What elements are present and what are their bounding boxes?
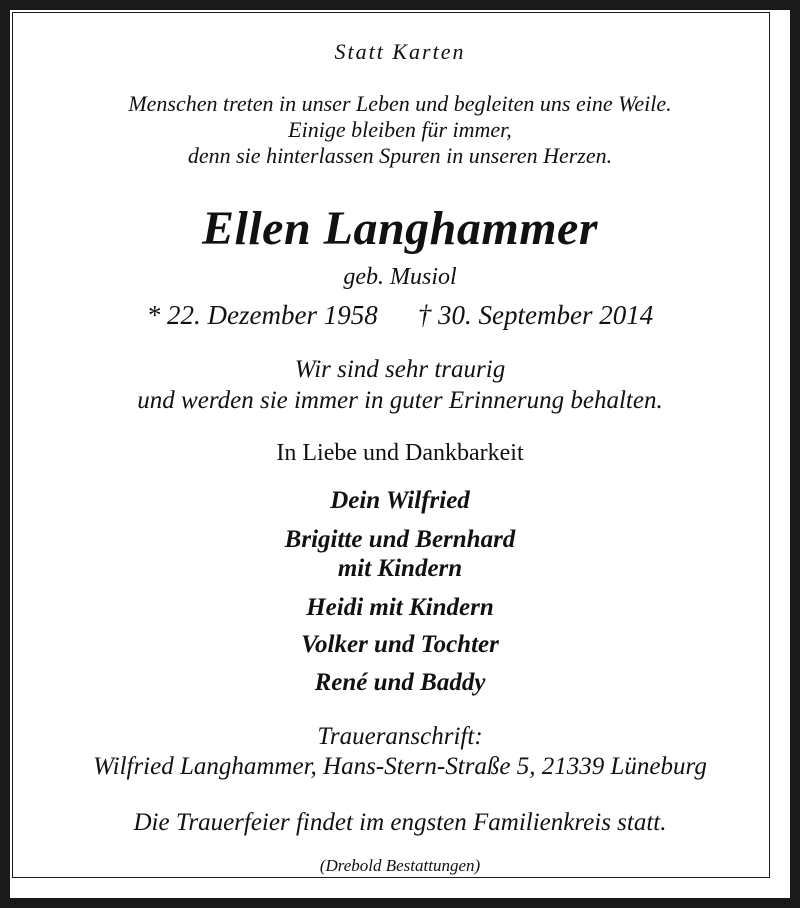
poem-line-2: Einige bleiben für immer, bbox=[288, 117, 512, 142]
mourner-2: Brigitte und Bernhard bbox=[284, 526, 516, 553]
birth-name: geb. Musiol bbox=[343, 264, 457, 290]
message-line-1: Wir sind sehr traurig bbox=[294, 356, 506, 383]
address-label: Traueranschrift: bbox=[317, 723, 483, 750]
poem-line-3: denn sie hinterlassen Spuren in unseren Herzen. bbox=[187, 143, 613, 168]
life-dates bbox=[0, 300, 800, 331]
undertaker: (Drebold Bestattungen) bbox=[319, 856, 481, 875]
mourner-1: Dein Wilfried bbox=[330, 487, 470, 514]
birth-date: * 22. Dezember 1958 bbox=[146, 300, 378, 330]
header-title: Statt Karten bbox=[334, 39, 466, 64]
mourner-4: Volker und Tochter bbox=[301, 631, 499, 658]
deceased-name: Ellen Langhammer bbox=[201, 202, 599, 255]
message-line-2: und werden sie immer in guter Erinnerung behalten. bbox=[137, 387, 663, 414]
address-text: Wilfried Langhammer, Hans-Stern-Straße 5, 21339 Lüneburg bbox=[93, 753, 707, 780]
ceremony-note: Die Trauerfeier findet im engsten Familienkreis statt. bbox=[133, 809, 667, 836]
mourner-3: Heidi mit Kindern bbox=[306, 594, 494, 621]
death-date: † 30. September 2014 bbox=[417, 300, 654, 330]
closing-line: In Liebe und Dankbarkeit bbox=[276, 440, 524, 466]
mourner-2-cont: mit Kindern bbox=[337, 555, 463, 582]
mourner-5: René und Baddy bbox=[314, 669, 486, 696]
poem-line-1: Menschen treten in unser Leben und begleiten uns eine Weile. bbox=[128, 91, 672, 116]
